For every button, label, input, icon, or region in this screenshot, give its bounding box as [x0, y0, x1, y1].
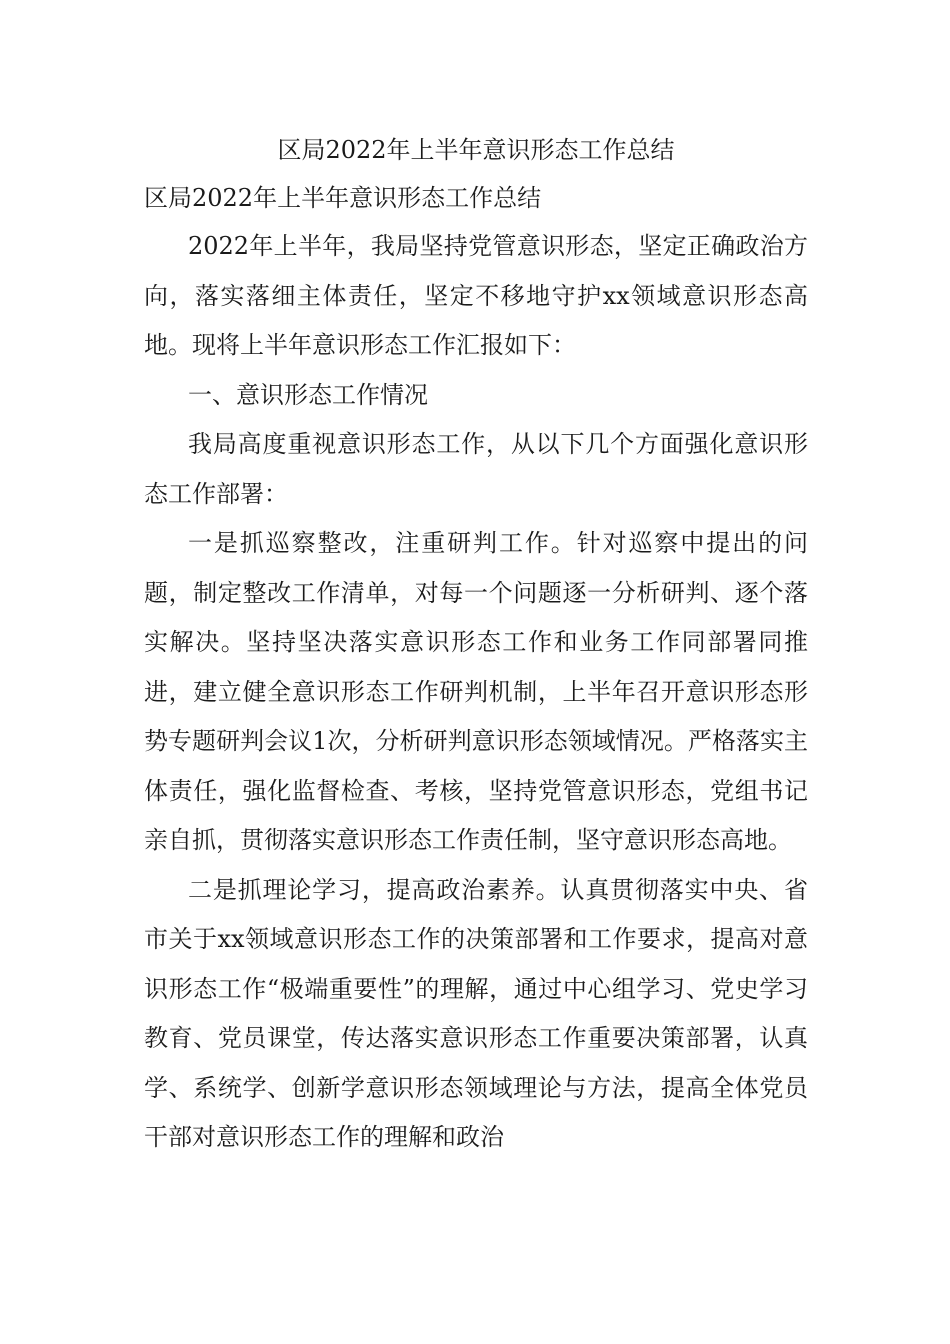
- section-heading: 一、意识形态工作情况: [188, 380, 428, 409]
- paragraph-intro: 2022年上半年，我局坚持党管意识形态，坚定正确政治方向，落实落细主体责任，坚定不移地守护xx领域意识形态高地。现将上半年意识形态工作汇报如下：: [144, 232, 808, 359]
- paragraph-point-two: 二是抓理论学习，提高政治素养。认真贯彻落实中央、省市关于xx领域意识形态工作的决策部署和工作要求，提高对意识形态工作“极端重要性”的理解，通过中心组学习、党史学习教育、党员课堂，传达落实意识形态工作重要决策部署，认真学、系统学、创新学意识形态领域理论与方法，提高全体党员干部对意识形态工作的理解和政治: [144, 875, 808, 1151]
- document-subtitle: 区局2022年上半年意识形态工作总结: [144, 184, 542, 212]
- document-page: [144, 126, 808, 1163]
- document-title: 区局2022年上半年意识形态工作总结: [277, 136, 675, 164]
- paragraph-overview: 我局高度重视意识形态工作，从以下几个方面强化意识形态工作部署：: [144, 430, 808, 508]
- paragraph-point-one: 一是抓巡察整改，注重研判工作。针对巡察中提出的问题，制定整改工作清单，对每一个问题逐一分析研判、逐个落实解决。坚持坚决落实意识形态工作和业务工作同部署同推进，建立健全意识形态工作研判机制，上半年召开意识形态形势专题研判会议1次，分析研判意识形态领域情况。严格落实主体责任，强化监督检查、考核，坚持党管意识形态，党组书记亲自抓，贯彻落实意识形态工作责任制，坚守意识形态高地。: [144, 529, 808, 854]
